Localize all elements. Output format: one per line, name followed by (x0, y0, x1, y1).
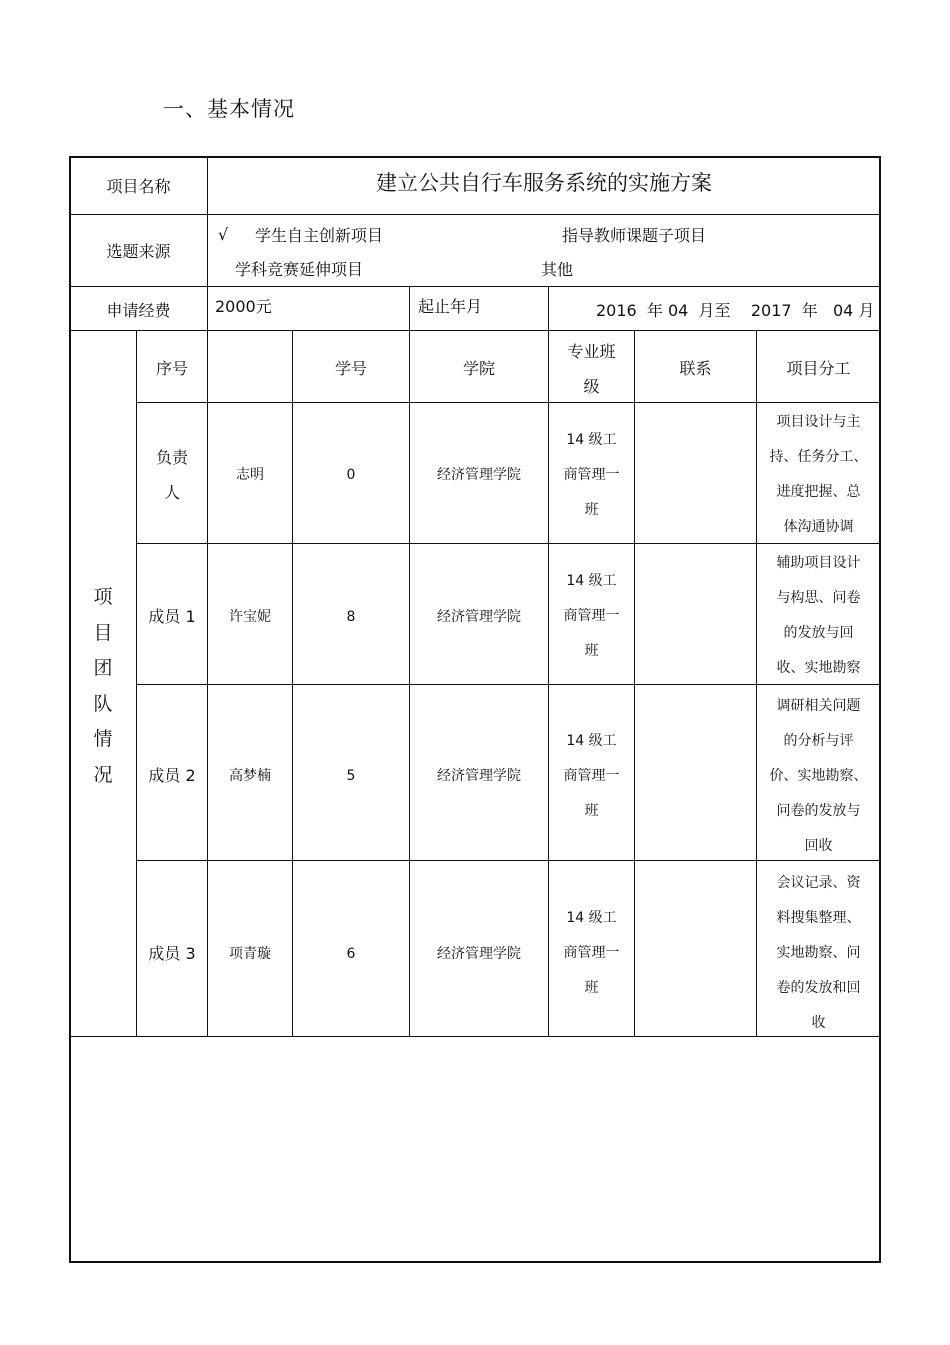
team-label: 项 目 团 队 情 况 (93, 586, 113, 786)
source-option-student: 学生自主创新项目 (255, 226, 384, 245)
project-name-value: 建立公共自行车服务系统的实施方案 (376, 171, 712, 195)
header-contact: 联系 (679, 359, 712, 378)
period-value: 2016 年 04 月至 2017 年 04 月 (596, 301, 875, 320)
member-student-id: 0 (346, 467, 356, 483)
member-role: 辅助项目设计 与构思、问卷 的发放与回 收、实地勘察 (776, 555, 861, 676)
source-option-teacher: 指导教师课题子项目 (562, 226, 707, 245)
member-student-id: 6 (346, 946, 356, 962)
period-label: 起止年月 (418, 297, 483, 316)
source-option-competition: 学科竞赛延伸项目 (235, 260, 364, 279)
row-divider (70, 286, 880, 287)
source-option-other: 其他 (541, 260, 574, 279)
member-role: 调研相关问题 的分析与评 价、实地勘察、 问卷的发放与 回收 (769, 698, 868, 854)
col-divider (409, 330, 410, 1036)
member-seq: 成员 2 (148, 766, 196, 785)
funding-value: 2000元 (215, 297, 272, 316)
col-divider (292, 330, 293, 1036)
member-name: 高梦楠 (229, 768, 271, 784)
row-divider (70, 330, 880, 331)
col-divider (136, 330, 137, 1036)
header-student-id: 学号 (334, 359, 367, 378)
member-seq: 负责 人 (155, 448, 188, 502)
member-college: 经济管理学院 (437, 768, 521, 784)
member-name: 志明 (236, 467, 264, 483)
header-seq: 序号 (155, 359, 188, 378)
header-college: 学院 (462, 359, 495, 378)
source-label: 选题来源 (106, 242, 171, 261)
col-divider (409, 286, 410, 330)
member-college: 经济管理学院 (437, 609, 521, 625)
member-role: 会议记录、资 料搜集整理、 实地勘察、问 卷的发放和回 收 (776, 875, 861, 1031)
project-name-label: 项目名称 (106, 177, 171, 196)
member-student-id: 5 (346, 768, 356, 784)
col-divider (207, 330, 208, 1036)
header-major: 专业班 级 (567, 342, 616, 396)
member-major: 14 级工 商管理一 班 (563, 432, 620, 518)
funding-label: 申请经费 (106, 301, 171, 320)
source-check-mark: √ (218, 225, 229, 244)
blank-section (71, 1038, 879, 1261)
member-seq: 成员 3 (148, 944, 196, 963)
member-role: 项目设计与主 持、任务分工、 进度把握、总 体沟通协调 (769, 414, 868, 535)
member-name: 许宝妮 (229, 609, 271, 625)
member-college: 经济管理学院 (437, 946, 521, 962)
member-name: 项青璇 (229, 946, 271, 962)
member-major: 14 级工 商管理一 班 (563, 910, 620, 996)
member-seq: 成员 1 (148, 607, 196, 626)
header-role: 项目分工 (786, 359, 851, 378)
row-divider (136, 402, 880, 403)
col-divider (548, 286, 549, 330)
section-title: 一、基本情况 (163, 97, 295, 121)
member-college: 经济管理学院 (437, 467, 521, 483)
member-student-id: 8 (346, 609, 356, 625)
member-major: 14 级工 商管理一 班 (563, 733, 620, 819)
member-major: 14 级工 商管理一 班 (563, 573, 620, 659)
row-divider (70, 214, 880, 215)
col-divider (634, 330, 635, 1036)
